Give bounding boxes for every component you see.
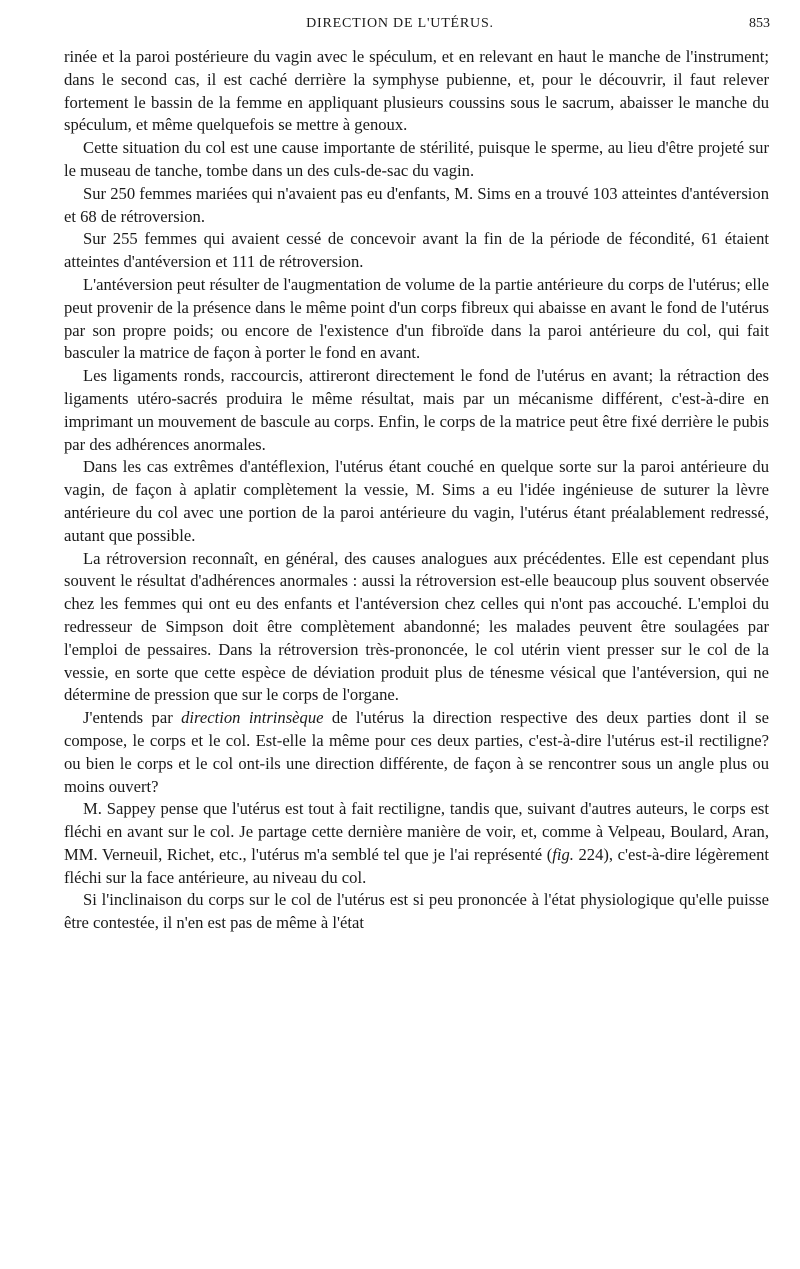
running-head [0, 12, 800, 36]
paragraph-anteversion-causes: L'antéversion peut résulter de l'augmentation de volume de la partie antérieure du corps de l'utérus; elle peut provenir de la présence dans le même point d'un corps fibreux qui abaisse en avant le fond de l'utérus par son propre poids; ou encore de l'existence d'un fibroïde dans la paroi antérieure du col, qui fait basculer la matrice de façon à porter le fond en avant. [64, 274, 769, 363]
text-run: 224), c'est-à-dire légèrement fléchi sur la face antérieure, au niveau du col. [64, 844, 769, 887]
paragraph-continuation: rinée et la paroi postérieure du vagin avec le spéculum, et en relevant en haut le manche de l'instrument; dans le second cas, il est caché derrière la symphyse pubienne, et, pour le découvrir, il faut relever fortement le bassin de la femme en appliquant plusieurs coussins sous le sacrum, abaisser le manche du spéculum, et même quelquefois se mettre à genoux. [64, 47, 769, 135]
page-number: 853 [749, 16, 770, 31]
running-title: DIRECTION DE L'UTÉRUS. [306, 16, 494, 31]
figure-reference: fig. [552, 844, 574, 864]
body-text [64, 46, 769, 935]
paragraph-anteflexion: Dans les cas extrêmes d'antéflexion, l'utérus étant couché en quelque sorte sur la paroi antérieure du vagin, de façon à aplatir complètement la vessie, M. Sims a eu l'idée ingénieuse de suturer la lèvre antérieure du col avec une portion de la paroi antérieure du vagin, l'utérus étant préalablement redressé, autant que possible. [64, 457, 769, 545]
paragraph-retroversion: La rétroversion reconnaît, en général, des causes analogues aux précédentes. Elle est cependant plus souvent le résultat d'adhérences anormales : aussi la rétroversion est-elle beaucoup plus souvent observée chez les femmes qui ont eu des enfants et l'antéversion chez celles qui n'ont pas accouché. L'emploi du redresseur de Simpson doit être complètement abandonné; les malades peuvent être soulagées par l'emploi de pessaires. Dans la rétroversion très-prononcée, le col utérin vient presser sur le col de la vessie, en sorte que cette espèce de déviation produit plus de ténesme vésical que l'antéversion, qui ne détermine de pression que sur le corps de l'organe. [64, 548, 769, 705]
text-run: de l'utérus la direction respective des deux parties dont il se compose, le corps et le col. Est-elle la même pour ces deux parties, c'est-à-dire l'utérus est-il rectiligne? ou bien le corps et le col ont-ils une direction différente, de façon à se rencontrer sous un angle plus ou moins ouvert? [64, 708, 770, 796]
paragraph-statistics-fecundity: Sur 255 femmes qui avaient cessé de concevoir avant la fin de la période de fécondité, 61 étaient atteintes d'antéversion et 111 de rétroversion. [64, 229, 769, 272]
paragraph-sappey [64, 798, 769, 889]
paragraph-ligaments: Les ligaments ronds, raccourcis, attireront directement le fond de l'utérus en avant; la rétraction des ligaments utéro-sacrés produira le même résultat, mais par un mécanisme différent, c'est-à-dire en imprimant un mouvement de bascule au corps. Enfin, le corps de la matrice peut être fixé derrière le pubis par des adhérences anormales. [64, 366, 769, 454]
paragraph-inclination: Si l'inclinaison du corps sur le col de l'utérus est si peu prononcée à l'état physiologique qu'elle puisse être contestée, il n'en est pas de même à l'état [64, 890, 769, 933]
emphasis-text: direction intrinsèque [181, 708, 324, 728]
paragraph-sterility: Cette situation du col est une cause importante de stérilité, puisque le sperme, au lieu d'être projeté sur le museau de tanche, tombe dans un des culs-de-sac du vagin. [64, 138, 769, 180]
text-run: J'entends par [83, 708, 182, 728]
paragraph-statistics-married: Sur 250 femmes mariées qui n'avaient pas eu d'enfants, M. Sims en a trouvé 103 atteintes d'antéversion et 68 de rétroversion. [64, 183, 769, 226]
paragraph-intrinsic-direction [64, 707, 769, 798]
text-run: M. Sappey pense que l'utérus est tout à fait rectiligne, tandis que, suivant d'autres auteurs, le corps est fléchi en avant sur le col. Je partage cette dernière manière de voir, et, comme à Velpeau, Boulard, Aran, MM. Verneuil, Richet, etc., l'utérus m'a semblé tel que je l'ai représenté ( [64, 799, 769, 864]
